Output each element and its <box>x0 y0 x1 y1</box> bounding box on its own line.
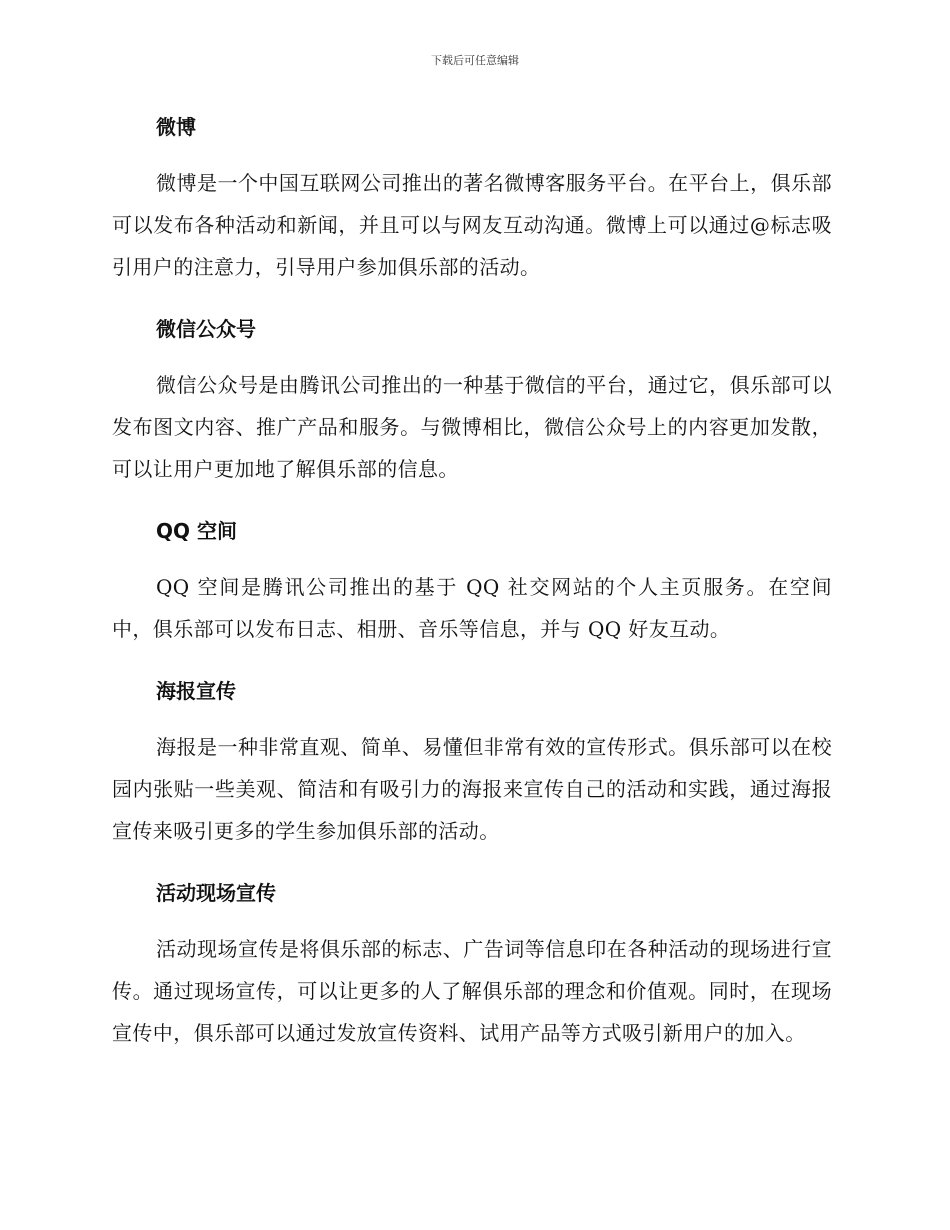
section-heading: QQ 空间 <box>156 519 237 543</box>
section-onsite-promotion <box>112 875 832 1054</box>
section-paragraph: QQ 空间是腾讯公司推出的基于 QQ 社交网站的个人主页服务。在空间中，俱乐部可以发布日志、相册、音乐等信息，并与 QQ 好友互动。 <box>112 575 832 641</box>
section-paragraph: 微博是一个中国互联网公司推出的著名微博客服务平台。在平台上，俱乐部可以发布各种活动和新闻，并且可以与网友互动沟通。微博上可以通过@标志吸引用户的注意力，引导用户参加俱乐部的活动。 <box>112 171 832 279</box>
section-weibo <box>112 109 832 288</box>
section-wechat-official-account <box>112 311 832 490</box>
section-paragraph: 海报是一种非常直观、简单、易懂但非常有效的宣传形式。俱乐部可以在校园内张贴一些美观、简洁和有吸引力的海报来宣传自己的活动和实践，通过海报宣传来吸引更多的学生参加俱乐部的活动。 <box>112 735 832 843</box>
document-content <box>112 109 832 1077</box>
section-heading: 微博 <box>156 115 196 139</box>
section-paragraph: 微信公众号是由腾讯公司推出的一种基于微信的平台，通过它，俱乐部可以发布图文内容、推广产品和服务。与微博相比，微信公众号上的内容更加发散，可以让用户更加地了解俱乐部的信息。 <box>112 373 832 481</box>
section-heading: 微信公众号 <box>156 317 256 341</box>
page-header: 下载后可任意编辑 <box>431 54 519 67</box>
section-heading: 活动现场宣传 <box>156 881 276 905</box>
section-qq-zone <box>112 513 832 650</box>
section-paragraph: 活动现场宣传是将俱乐部的标志、广告词等信息印在各种活动的现场进行宣传。通过现场宣传，可以让更多的人了解俱乐部的理念和价值观。同时，在现场宣传中，俱乐部可以通过发放宣传资料、试用产品等方式吸引新用户的加入。 <box>112 937 832 1045</box>
section-poster-promotion <box>112 673 832 852</box>
section-heading: 海报宣传 <box>156 679 236 703</box>
